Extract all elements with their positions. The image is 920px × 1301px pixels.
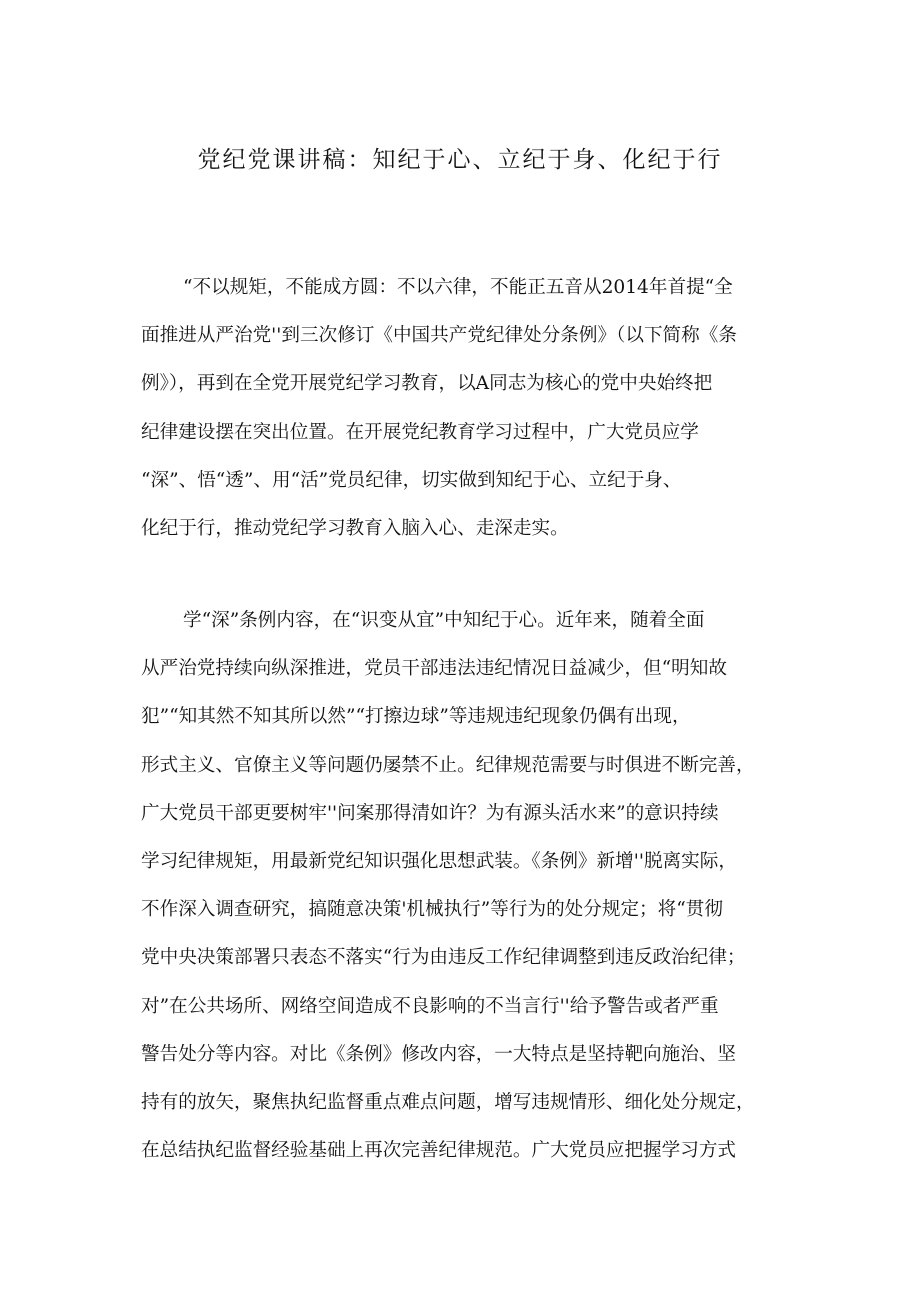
paragraph-line: 化纪于行，推动党纪学习教育入脑入心、走深走实。 [141, 518, 569, 540]
paragraph-line: 不作深入调查研究，搞随意决策'机械执行”等行为的处分规定；将“贯彻 [141, 899, 723, 921]
paragraph-line: 纪律建设摆在突出位置。在开展党纪教育学习过程中，广大党员应学 [141, 421, 699, 443]
paragraph-line: 在总结执纪监督经验基础上再次完善纪律规范。广大党员应把握学习方式 [141, 1140, 737, 1162]
paragraph-line: 形式主义、官僚主义等问题仍屡禁不止。纪律规范需要与时俱进不断完善， [141, 754, 755, 776]
paragraph-line: 持有的放矢，聚焦执纪监督重点难点问题，增写违规情形、细化处分规定， [141, 1092, 755, 1114]
paragraph-line: “深”、悟“透”、用“活”党员纪律，切实做到知纪于心、立纪于身、 [141, 469, 682, 491]
paragraph-2 [141, 597, 781, 1175]
paragraph-line: 例》），再到在全党开展党纪学习教育，以A同志为核心的党中央始终把 [141, 373, 713, 395]
paragraph-line: 广大党员干部更要树牢''问案那得清如许？为有源头活水来”的意识持续 [141, 802, 719, 824]
paragraph-line: 党中央决策部署只表态不落实“行为由违反工作纪律调整到违反政治纪律； [141, 947, 746, 969]
paragraph-1 [141, 264, 781, 553]
document-title: 党纪党课讲稿：知纪于心、立纪于身、化纪于行 [197, 147, 723, 173]
paragraph-line: 面推进从严治党''到三次修订《中国共产党纪律处分条例》（以下简称《条 [141, 325, 737, 347]
paragraph-line: 学习纪律规矩，用最新党纪知识强化思想武装。《条例》新增''脱离实际， [141, 851, 737, 873]
paragraph-line: 犯”“知其然不知其所以然”“打擦边球”等违规违纪现象仍偶有出现， [141, 706, 691, 728]
paragraph-line: 警告处分等内容。对比《条例》修改内容，一大特点是坚持靶向施治、坚 [141, 1043, 737, 1065]
paragraph-line: 学“深”条例内容，在“识变从宜”中知纪于心。近年来，随着全面 [183, 610, 705, 631]
paragraph-line: 从严治党持续向纵深推进，党员干部违法违纪情况日益减少，但“明知故 [141, 658, 727, 680]
paragraph-line: “不以规矩，不能成方圆：不以六律，不能正五音从2014年首提“全 [183, 277, 733, 298]
paragraph-line: 对”在公共场所、网络空间造成不良影响的不当言行''给予警告或者严重 [141, 995, 719, 1017]
